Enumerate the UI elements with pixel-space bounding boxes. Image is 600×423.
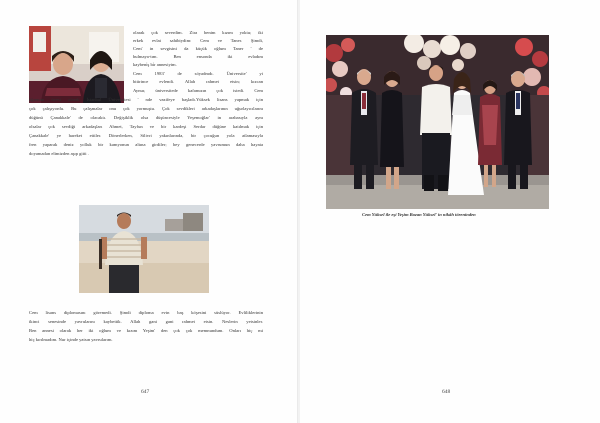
- text-line: Cem' in sevgisini da küçük oğlum Taner ' de: [133, 46, 263, 51]
- text-line: düğünü Çanakkale' de olacaktı. Değişiklik olsa düşüncesiyle Yeşemoğlar' in arabasıyla aynı: [29, 115, 263, 120]
- photo-man-waterfront: [79, 205, 209, 293]
- text-line: fren yaparak deniz yolluk bir kamyonun altına girdiler; bey genecerde yavrumun daha hayata: [29, 142, 263, 147]
- left-page: [0, 0, 298, 423]
- text-line: bulmaya-tım. Ben ensonda iki evladım: [133, 54, 263, 59]
- text-line: bitirince evlendi. Allah rahmet etsin; kızcan: [133, 79, 263, 84]
- text-line: Çanakkale' ye hareket ettiler. Dönerlerken, Silivri yakınlarında, bir çocuğun yola atlamasıyla: [29, 133, 263, 138]
- photo-two-women: [29, 26, 124, 103]
- photo-caption: Cem Yüksel ile eşi Yeşim Bozan Yüksel' in nikâh töreninden: [362, 212, 476, 217]
- text-line: olsalar çok sevdiği arkadaşları Ahmet, Tayfun ve bir kardeşi Serdar düğüne katılmak için: [29, 124, 263, 129]
- right-page: [300, 0, 600, 423]
- text-line: erkek evlat sahibiydim: Cem ve Taner. Şimdi,: [133, 38, 263, 43]
- text-line: ikinci senesinde yavrularını kaybettik. Allah gani gani rahmet etsin. Neslerin yetsinler.: [29, 319, 263, 324]
- page-number: 648: [442, 389, 451, 395]
- text-line: Cem 1983' de söyadmdı. Üniversite' yi: [133, 71, 263, 76]
- text-line: Aynur, üniversitede kafamızın çok istedi. Cem: [133, 88, 263, 93]
- text-line: Cem lisans diplomasını göremedi. Şimdi diploma evin baş köşesini süslüyor. Evliliklerinin: [29, 310, 263, 315]
- text-line: öğrenim üyesi olarak İstanbul Üniversitesi ' nde vazifeye başladı.Yüksek lisans yapmak için: [29, 97, 263, 102]
- page-number: 647: [141, 389, 150, 395]
- text-line: hiç kırılmadım. Nur içinde yatsın yavrularım.: [29, 337, 113, 342]
- text-line: olarak çok severdim. Zira benim kızım yoktu; iki: [133, 30, 263, 35]
- text-line: kaybeni̇ş bi̇r annesiyim.: [133, 62, 177, 67]
- text-line: Ben annesi olarak her iki oğlum ve kızım Yeşim' den çok çok memnundum. Onları hiç mi: [29, 328, 263, 333]
- text-line: çok çalışıyordu. Bu çalışmalar onu çok yormuştu. Çok sevdikleri arkadaşlarının uğurlayıcılarını: [29, 106, 263, 111]
- photo-wedding-group: [326, 35, 549, 209]
- text-line: doyamadan elimizden aşıp gitti .: [29, 151, 89, 156]
